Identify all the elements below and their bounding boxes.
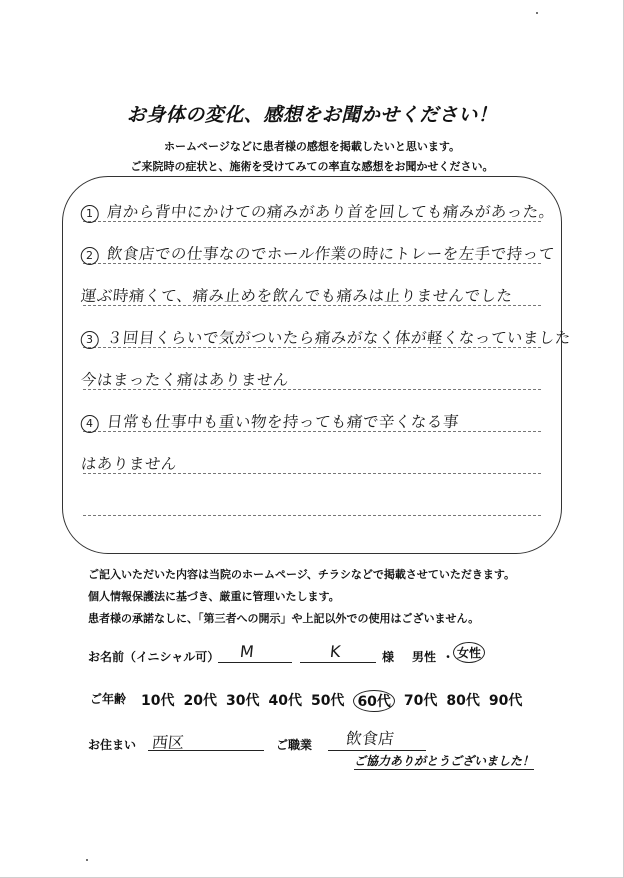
notice-line-3: 患者様の承諾なしに、「第三者への開示」や上記以外での使用はございません。 xyxy=(88,612,480,625)
name-initial-first: M xyxy=(239,642,255,661)
intro-line-1: ホームページなどに患者様の感想を掲載したいと思います。 xyxy=(164,140,460,153)
age-option: 30代 xyxy=(225,693,260,709)
circled-number: 2 xyxy=(81,247,99,265)
address-underline xyxy=(148,750,264,751)
age-option: 70代 xyxy=(403,693,438,709)
address-label: お住まい xyxy=(88,738,137,752)
comment-line-1 xyxy=(80,200,556,223)
age-option-selected: 60代 xyxy=(353,690,394,712)
comment-box xyxy=(62,176,572,554)
circled-number: 3 xyxy=(81,331,99,349)
age-option: 90代 xyxy=(488,693,523,709)
age-option: 40代 xyxy=(268,693,302,709)
intro-line-2: ご来院時の症状と、施術を受けてみての率直な感想をお聞かせください。 xyxy=(130,160,494,173)
comment-line-6 xyxy=(80,410,556,433)
comment-text: 肩から背中にかけての痛みがあり首を回しても痛みがあった。 xyxy=(106,203,556,221)
comment-line-2 xyxy=(80,242,556,265)
age-label: ご年齢 xyxy=(90,692,127,706)
occupation-underline xyxy=(328,750,426,751)
comment-line-3: 運ぶ時痛くて、痛み止めを飲んでも痛みは止りませんでした xyxy=(79,287,514,305)
comment-line-4 xyxy=(80,326,572,349)
form-title: お身体の変化、感想をお聞かせください！ xyxy=(126,104,498,126)
comment-line-5: 今はまったく痛はありません xyxy=(79,371,290,389)
comment-text: 日常も仕事中も重い物を持っても痛で辛くなる事 xyxy=(106,413,460,431)
notice-line-1: ご記入いただいた内容は当院のホームページ、チラシなどで掲載させていただきます。 xyxy=(88,568,516,581)
age-option: 20代 xyxy=(183,693,217,709)
name-initial-last: K xyxy=(329,642,342,661)
circled-number: 4 xyxy=(81,415,99,433)
comment-text: ３回目くらいで気がついたら痛みがなく体が軽くなっていました xyxy=(106,329,572,347)
comment-text: 飲食店での仕事なのでホール作業の時にトレーを左手で持って xyxy=(106,245,556,263)
occupation-label: ご職業 xyxy=(276,738,313,752)
notice-line-2: 個人情報保護法に基づき、厳重に管理いたします。 xyxy=(88,590,340,603)
comment-line-7: はありません xyxy=(79,455,178,473)
circled-number: 1 xyxy=(81,205,99,223)
writing-line xyxy=(83,515,541,516)
thanks-message: ご協力ありがとうございました！ xyxy=(354,754,535,768)
age-row xyxy=(90,690,522,712)
honorific-label: 様 xyxy=(382,650,395,664)
name-first-underline xyxy=(218,662,292,663)
occupation-value: 飲食店 xyxy=(344,729,395,748)
name-label: お名前（イニシャル可） xyxy=(88,650,220,664)
address-value: 西区 xyxy=(150,733,185,752)
name-last-underline xyxy=(300,662,376,663)
scan-speck xyxy=(536,12,538,14)
gender-separator: ・ xyxy=(442,650,455,664)
gender-female-circled: 女性 xyxy=(453,642,485,663)
age-option: 50代 xyxy=(310,693,345,709)
age-option: 10代 xyxy=(141,693,175,709)
gender-male: 男性 xyxy=(412,650,437,664)
scan-speck xyxy=(86,859,88,861)
age-option: 80代 xyxy=(446,693,480,709)
